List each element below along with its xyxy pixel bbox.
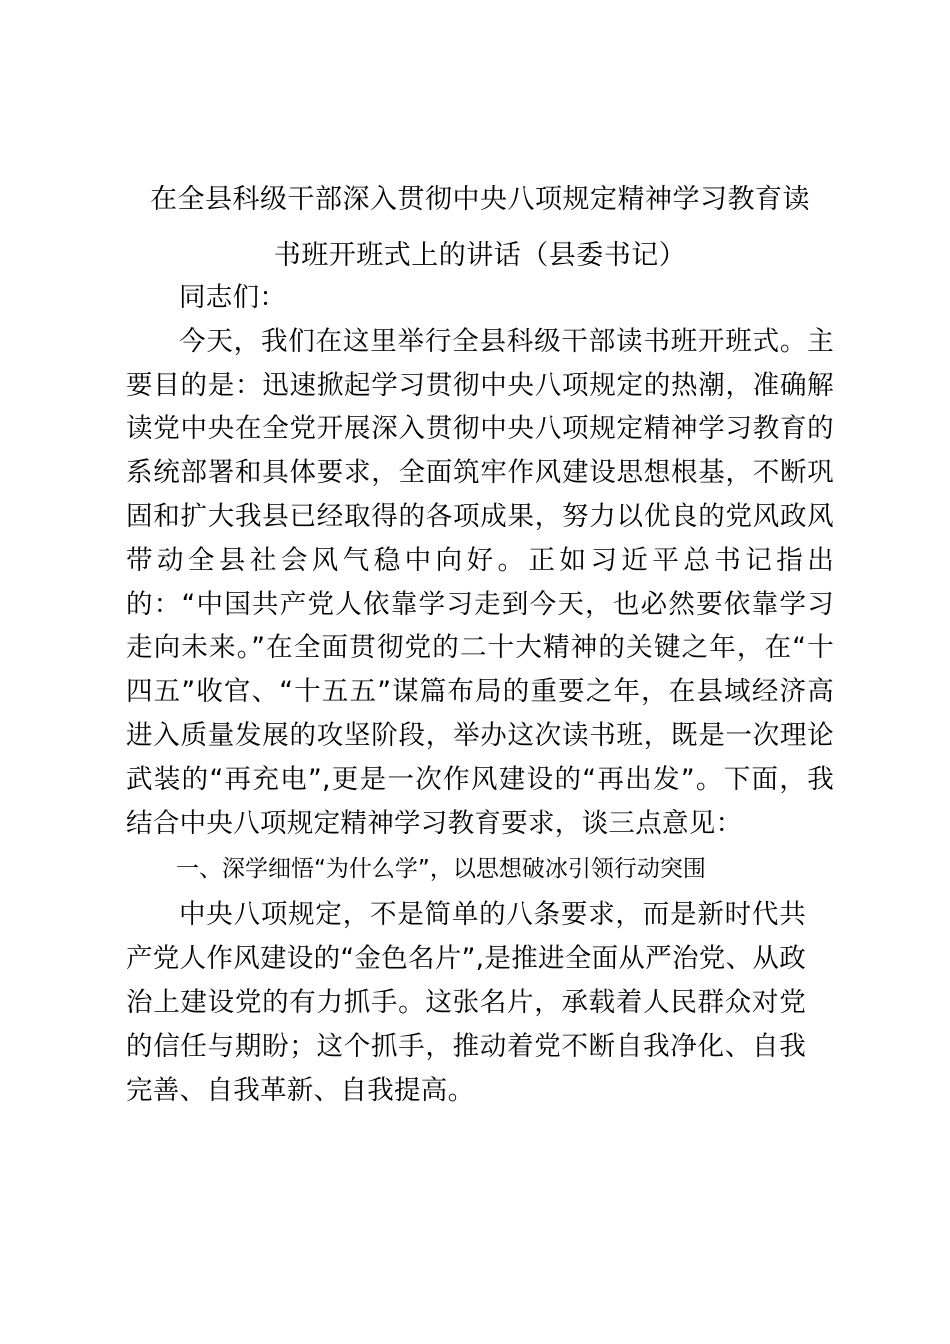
section-heading-1: 一、深学细悟“为什么学”，以思想破冰引领行动突围: [176, 856, 706, 883]
salutation: 同志们：: [179, 282, 287, 313]
title-line-2: 书班开班式上的讲话（县委书记）: [273, 240, 687, 271]
paragraph-section-1: 中央八项规定，不是简单的八条要求，而是新时代共产党人作风建设的“金色名片”,是推进全面从严治党、从政治上建设党的有力抓手。这张名片，承载着人民群众对党的信任与期盼；这个抓手，推动着党不断自我净化、自我完善、自我革新、自我提高。: [126, 899, 806, 1106]
document-body: [126, 276, 834, 1112]
document-title: [126, 172, 834, 284]
title-line-1: 在全县科级干部深入贯彻中央八项规定精神学习教育读: [150, 184, 810, 215]
paragraph-intro: 今天，我们在这里举行全县科级干部读书班开班式。主要目的是：迅速掀起学习贯彻中央八项规定的热潮，准确解读党中央在全党开展深入贯彻中央八项规定精神学习教育的系统部署和具体要求，全面筑牢作风建设思想根基，不断巩固和扩大我县已经取得的各项成果，努力以优良的党风政风带动全县社会风气稳中向好。正如习近平总书记指出的：“中国共产党人依靠学习走到今天，也必然要依靠学习走向未来。”在全面贯彻党的二十大精神的关键之年，在“十四五”收官、“十五五”谋篇布局的重要之年，在县域经济高进入质量发展的攻坚阶段，举办这次读书班，既是一次理论武装的“再充电”,更是一次作风建设的“再出发”。下面，我结合中央八项规定精神学习教育要求，谈三点意见：: [126, 325, 834, 839]
